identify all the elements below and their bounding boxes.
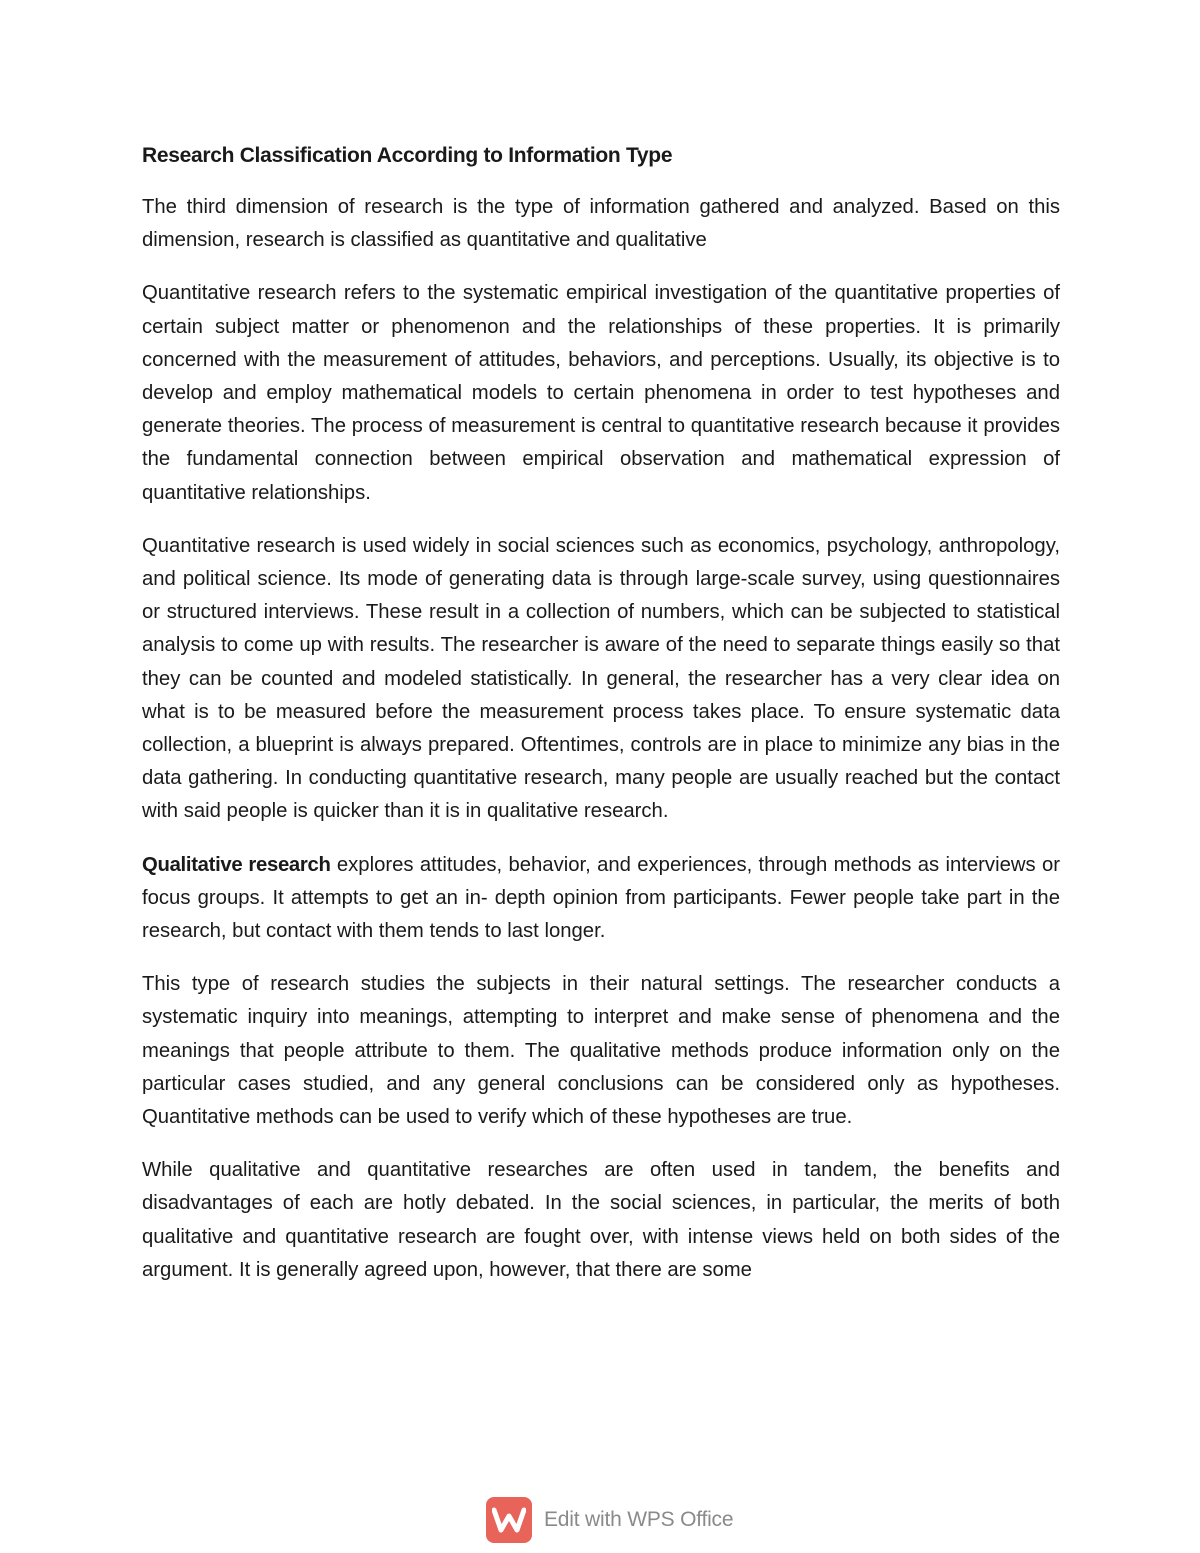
wps-w-glyph [492,1506,526,1534]
paragraph-qualitative-definition [142,849,1060,949]
wps-edit-label: Edit with WPS Office [544,1508,734,1531]
paragraph-comparison [142,1154,1060,1287]
paragraph-text: explores attitudes, behavior, and experiences, through methods as interviews or focus groups. It attempts to get an in- depth opinion from participants. Fewer people take part in the research, but contact with them tends to last longer. [142,853,1060,943]
paragraph-text: Quantitative research is used widely in social sciences such as economics, psychology, anthropology, and political science. Its mode of generating data is through large-scale survey, using questionnaires or structured interviews. These result in a collection of numbers, which can be subjected to statistical analysis to come up with results. The researcher is aware of the need to separate things easily so that they can be counted and modeled statistically. In general, the researcher has a very clear idea on what is to be measured before the measurement process takes place. To ensure systematic data collection, a blueprint is always prepared. Oftentimes, controls are in place to minimize any bias in the data gathering. In conducting quantitative research, many people are usually reached but the contact with said people is quicker than it is in qualitative research. [142,534,1060,823]
paragraph-text: The third dimension of research is the type of information gathered and analyzed. Based on this dimension, research is classified as quantitative and qualitative [142,196,1060,252]
paragraph-text: This type of research studies the subjects in their natural settings. The researcher conducts a systematic inquiry into meanings, attempting to interpret and make sense of phenomena and the meanings that people attribute to them. The qualitative methods produce information only on the particular cases studied, and any general conclusions can be considered only as hypotheses. Quantitative methods can be used to verify which of these hypotheses are true. [142,973,1060,1129]
wps-logo-icon [486,1497,532,1543]
paragraph-quantitative-definition [142,277,1060,509]
paragraph-intro [142,191,1060,257]
paragraph-text: While qualitative and quantitative researches are often used in tandem, the benefits and disadvantages of each are hotly debated. In the social sciences, in particular, the merits of both qualitative and quantitative research are fought over, with intense views held on both sides of the argument. It is generally agreed upon, however, that there are some [142,1159,1060,1281]
paragraph-qualitative-settings [142,968,1060,1134]
document-body [142,139,1060,1307]
paragraph-lead-term: Qualitative research [142,853,331,876]
wps-edit-banner[interactable] [486,1497,733,1543]
section-heading: Research Classification According to Information Type [142,144,673,167]
paragraph-quantitative-usage [142,530,1060,829]
paragraph-text: Quantitative research refers to the systematic empirical investigation of the quantitative properties of certain subject matter or phenomenon and the relationships of these properties. It is primarily concerned with the measurement of attitudes, behaviors, and perceptions. Usually, its objective is to develop and employ mathematical models to certain phenomena in order to test hypotheses and generate theories. The process of measurement is central to quantitative research because it provides the fundamental connection between empirical observation and mathematical expression of quantitative relationships. [142,282,1060,504]
